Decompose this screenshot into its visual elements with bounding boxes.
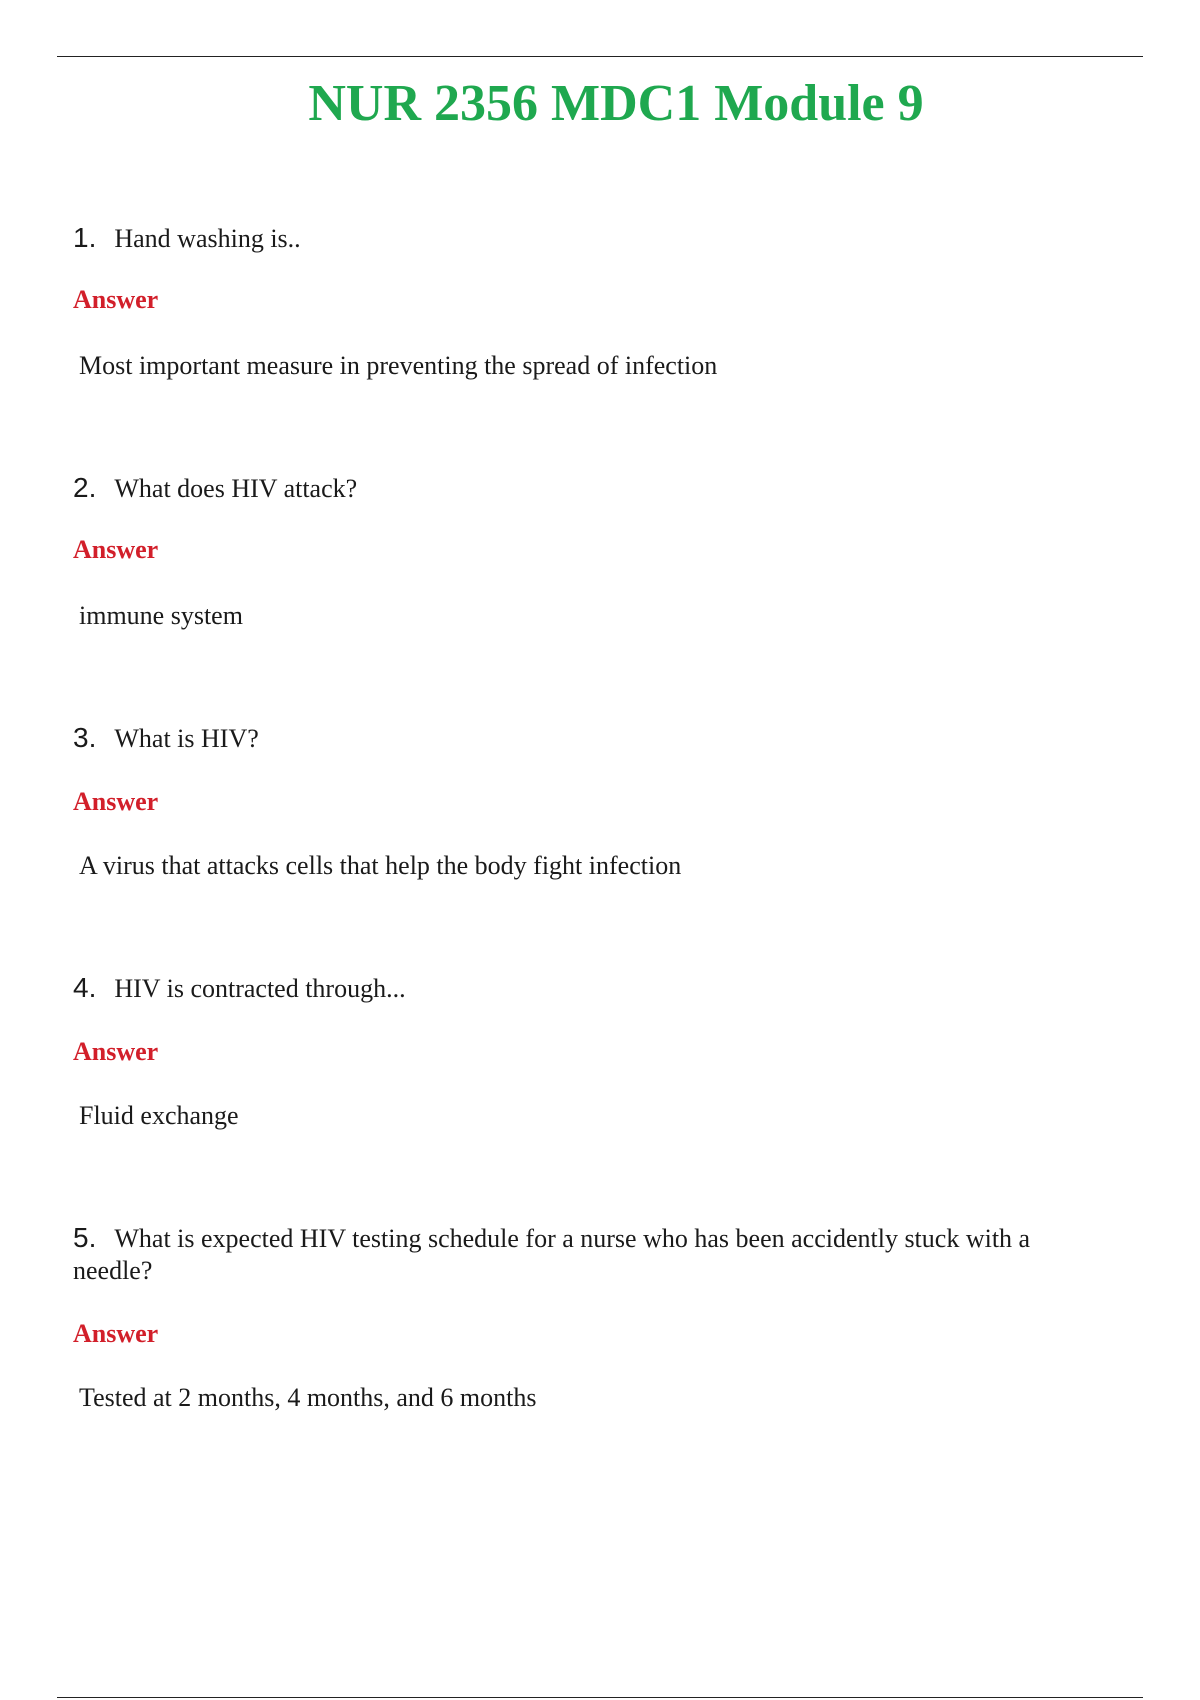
answer-label-4: Answer bbox=[73, 1037, 159, 1066]
qa-item-4 bbox=[73, 972, 1113, 1130]
question-1 bbox=[73, 222, 1113, 255]
answer-text-1: Most important measure in preventing the spread of infection bbox=[79, 351, 718, 380]
question-text-5: What is expected HIV testing schedule for a nurse who has been accidently stuck with a needle? bbox=[73, 1224, 1031, 1285]
answer-text-2: immune system bbox=[79, 601, 243, 630]
answer-label-5: Answer bbox=[73, 1319, 159, 1348]
question-3 bbox=[73, 722, 1113, 755]
answer-label-2: Answer bbox=[73, 535, 159, 564]
qa-item-3 bbox=[73, 722, 1113, 880]
question-number-5: 5. bbox=[73, 1222, 97, 1253]
answer-text-4: Fluid exchange bbox=[79, 1101, 239, 1130]
question-text-2: What does HIV attack? bbox=[114, 474, 358, 503]
qa-item-2 bbox=[73, 472, 1113, 630]
question-text-1: Hand washing is.. bbox=[114, 224, 301, 253]
question-number-4: 4. bbox=[73, 972, 97, 1003]
question-number-2: 2. bbox=[73, 472, 97, 503]
question-number-1: 1. bbox=[73, 222, 97, 253]
question-4 bbox=[73, 972, 1113, 1005]
answer-label-3: Answer bbox=[73, 787, 159, 816]
question-text-3: What is HIV? bbox=[114, 724, 259, 753]
question-text-4: HIV is contracted through... bbox=[114, 974, 406, 1003]
page-title: NUR 2356 MDC1 Module 9 bbox=[308, 75, 924, 132]
answer-label-1: Answer bbox=[73, 285, 159, 314]
answer-text-3: A virus that attacks cells that help the body fight infection bbox=[79, 851, 682, 880]
qa-item-5 bbox=[73, 1222, 1113, 1412]
top-rule bbox=[57, 56, 1143, 57]
question-2 bbox=[73, 472, 1113, 505]
question-number-3: 3. bbox=[73, 722, 97, 753]
question-5 bbox=[73, 1222, 1113, 1287]
qa-item-1 bbox=[73, 222, 1113, 380]
answer-text-5: Tested at 2 months, 4 months, and 6 months bbox=[79, 1383, 537, 1412]
bottom-rule bbox=[57, 1697, 1143, 1698]
